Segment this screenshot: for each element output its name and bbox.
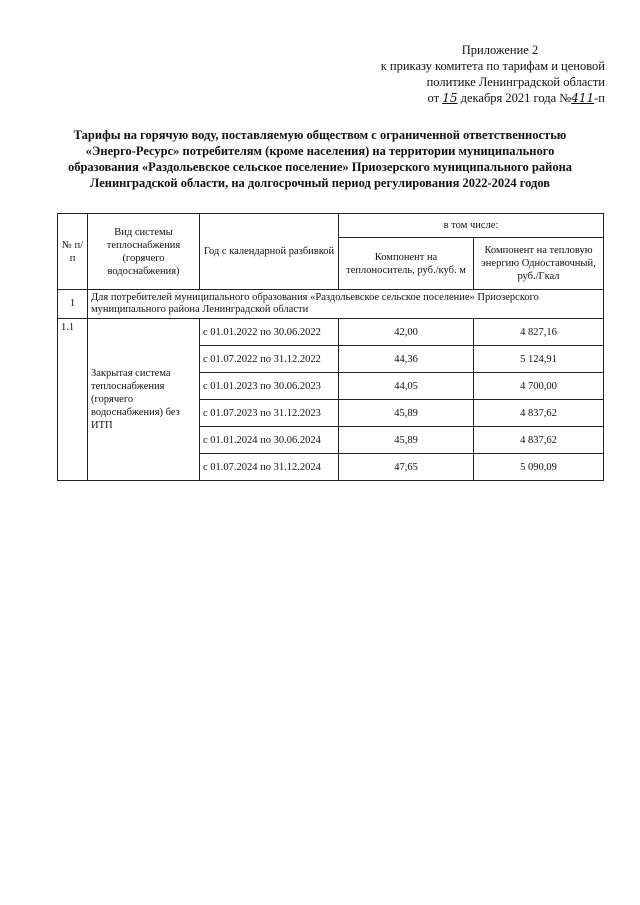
header-num: № п/п xyxy=(58,214,88,290)
row-period: с 01.01.2024 по 30.06.2024 xyxy=(200,427,339,454)
appendix-header xyxy=(355,42,605,106)
order-reference-line2: политике Ленинградской области xyxy=(426,75,605,89)
row-period: с 01.07.2022 по 31.12.2022 xyxy=(200,346,339,373)
order-date-middle: декабря 2021 года № xyxy=(460,91,572,105)
row-energy-value: 5 124,91 xyxy=(474,346,604,373)
row-energy-value: 4 827,16 xyxy=(474,319,604,346)
header-year xyxy=(200,214,339,290)
row-energy-value: 4 837,62 xyxy=(474,400,604,427)
row-carrier-value: 45,89 xyxy=(339,427,474,454)
order-number-suffix: -п xyxy=(594,91,605,105)
document-title xyxy=(40,127,600,191)
group-num: 1 xyxy=(58,290,88,319)
order-day-handwritten: 15 xyxy=(442,91,458,105)
header-year-label: Год с календарной разбивкой xyxy=(203,246,335,257)
row-carrier-value: 44,05 xyxy=(339,373,474,400)
row-carrier-value: 44,36 xyxy=(339,346,474,373)
row-period: с 01.07.2023 по 31.12.2023 xyxy=(200,400,339,427)
order-number-handwritten: 411 xyxy=(571,91,595,105)
subgroup-num: 1.1 xyxy=(58,319,88,481)
title-line-3: образования «Раздольевское сельское поселение» Приозерского муниципального района xyxy=(67,160,573,174)
order-date-line xyxy=(355,90,605,106)
tariff-table xyxy=(57,213,604,481)
appendix-title: Приложение 2 xyxy=(461,43,539,57)
row-energy-value: 4 837,62 xyxy=(474,427,604,454)
row-energy-value: 4 700,00 xyxy=(474,373,604,400)
title-line-1: Тарифы на горячую воду, поставляемую обществом с ограниченной ответственностью xyxy=(73,128,567,142)
row-period: с 01.01.2022 по 30.06.2022 xyxy=(200,319,339,346)
title-line-4: Ленинградской области, на долгосрочный период регулирования 2022-2024 годов xyxy=(89,176,551,190)
row-carrier-value: 47,65 xyxy=(339,454,474,481)
row-carrier-value: 42,00 xyxy=(339,319,474,346)
order-reference-line1: к приказу комитета по тарифам и ценовой xyxy=(380,59,605,73)
subgroup-system: Закрытая система теплоснабжения (горячего водоснабжения) без ИТП xyxy=(88,319,200,481)
order-date-prefix: от xyxy=(427,91,440,105)
header-system-type: Вид системы теплоснабжения (горячего водоснабжения) xyxy=(88,214,200,290)
row-carrier-value: 45,89 xyxy=(339,400,474,427)
title-line-2: «Энерго-Ресурс» потребителям (кроме населения) на территории муниципального xyxy=(85,144,555,158)
row-energy-value: 5 090,09 xyxy=(474,454,604,481)
header-including: в том числе: xyxy=(339,214,604,238)
group-description: Для потребителей муниципального образования «Раздольевское сельское поселение» Приозерского муниципального района Ленинградской области xyxy=(88,290,604,319)
row-period: с 01.07.2024 по 31.12.2024 xyxy=(200,454,339,481)
header-carrier-component: Компонент на теплоноситель, руб./куб. м xyxy=(339,238,474,290)
header-energy-component: Компонент на тепловую энергию Одноставочный, руб./Гкал xyxy=(474,238,604,290)
row-period: с 01.01.2023 по 30.06.2023 xyxy=(200,373,339,400)
